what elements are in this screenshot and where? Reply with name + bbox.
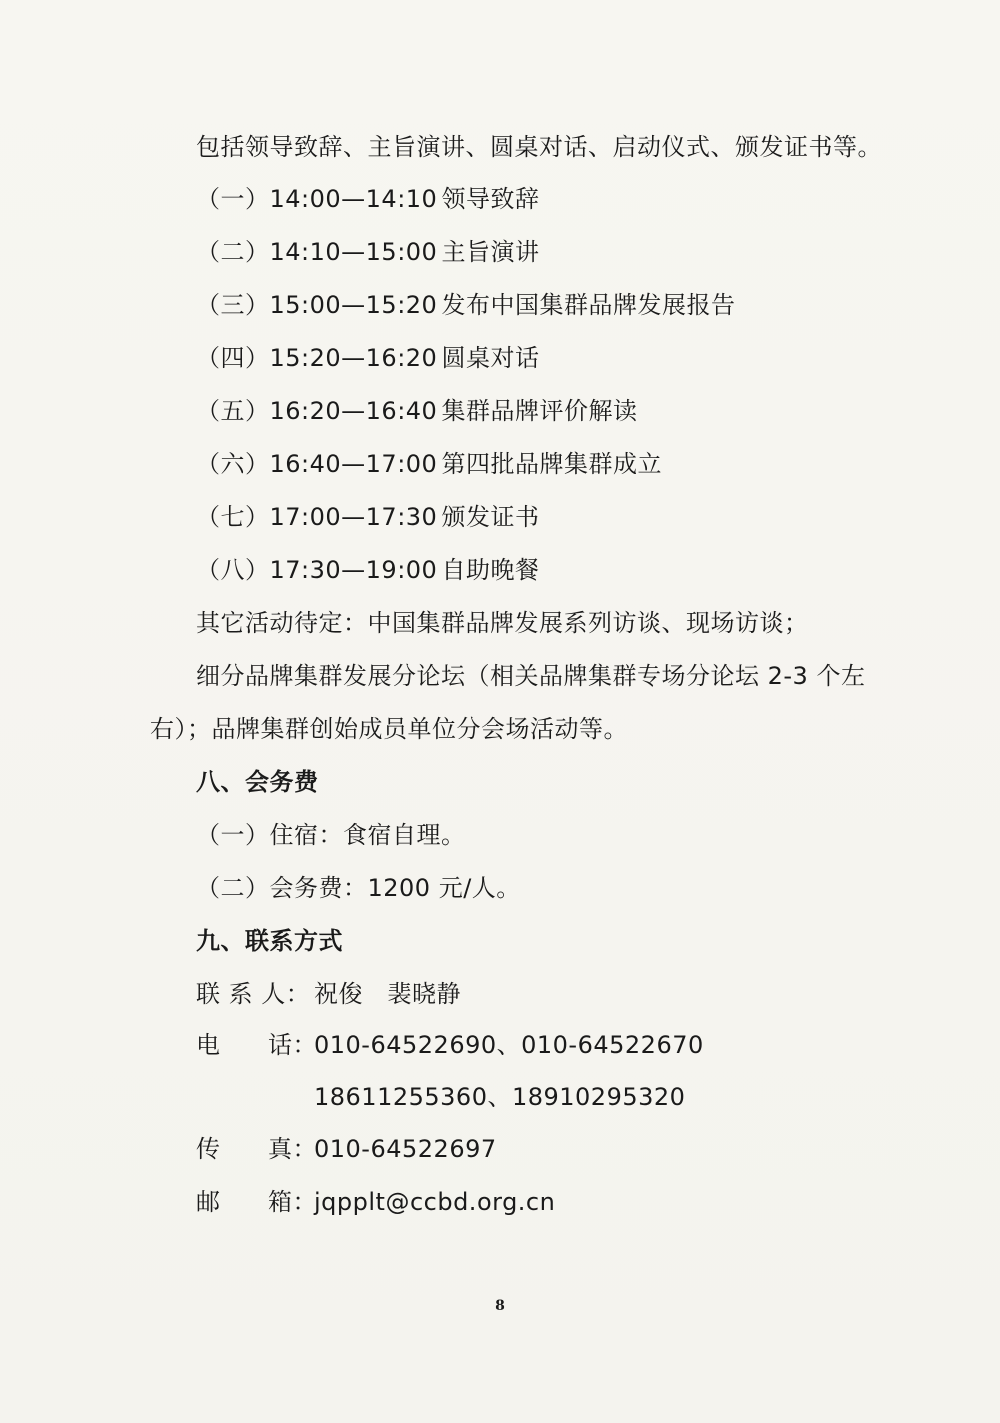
schedule-number: （八） <box>196 556 270 584</box>
schedule-item: 颁发证书 <box>441 503 540 531</box>
schedule-number: （二） <box>196 238 270 266</box>
schedule-item: 发布中国集群品牌发展报告 <box>441 291 736 319</box>
schedule-row <box>196 554 540 586</box>
phone-value: 010-64522690、010-64522670 <box>314 1031 704 1059</box>
email-label-2: 箱： <box>268 1188 317 1216</box>
fees-lodging: （一）住宿：食宿自理。 <box>196 821 466 849</box>
schedule-time: 14:10—15:00 <box>269 238 438 266</box>
schedule-number: （五） <box>196 397 270 425</box>
fax-value: 010-64522697 <box>314 1135 497 1163</box>
schedule-item: 自助晚餐 <box>441 556 540 584</box>
schedule-item: 领导致辞 <box>441 185 540 213</box>
schedule-item: 主旨演讲 <box>441 238 540 266</box>
email-value: jqpplt@ccbd.org.cn <box>314 1188 556 1216</box>
schedule-item: 第四批品牌集群成立 <box>441 450 662 478</box>
schedule-row <box>196 236 540 268</box>
schedule-time: 14:00—14:10 <box>269 185 438 213</box>
schedule-number: （四） <box>196 344 270 372</box>
other-activities-line: 细分品牌集群发展分论坛（相关品牌集群专场分论坛 2-3 个左 <box>196 662 866 690</box>
page-number: 8 <box>495 1298 505 1314</box>
contact-person-value: 祝俊 裴晓静 <box>314 980 461 1008</box>
schedule-time: 15:00—15:20 <box>269 291 438 319</box>
email-label-1: 邮 <box>196 1188 221 1216</box>
schedule-time: 16:20—16:40 <box>269 397 438 425</box>
schedule-number: （三） <box>196 291 270 319</box>
schedule-row <box>196 289 736 321</box>
phone-label-2: 话： <box>268 1031 317 1059</box>
schedule-time: 17:00—17:30 <box>269 503 438 531</box>
fax-label-2: 真： <box>268 1135 317 1163</box>
schedule-item: 圆桌对话 <box>441 344 540 372</box>
schedule-row <box>196 183 540 215</box>
other-activities-line: 其它活动待定：中国集群品牌发展系列访谈、现场访谈； <box>196 609 809 637</box>
section-heading-contact: 九、联系方式 <box>196 927 343 955</box>
contact-person-row <box>196 978 461 1010</box>
contact-person-label: 联 系 人： <box>196 980 311 1008</box>
schedule-row <box>196 501 540 533</box>
intro-line: 包括领导致辞、主旨演讲、圆桌对话、启动仪式、颁发证书等。 <box>196 133 882 161</box>
schedule-item: 集群品牌评价解读 <box>441 397 638 425</box>
schedule-number: （六） <box>196 450 270 478</box>
fees-conference: （二）会务费：1200 元/人。 <box>196 874 521 902</box>
fax-label-1: 传 <box>196 1135 221 1163</box>
schedule-row <box>196 448 662 480</box>
other-activities-line: 右）；品牌集群创始成员单位分会场活动等。 <box>150 715 628 743</box>
schedule-time: 15:20—16:20 <box>269 344 438 372</box>
email-row <box>196 1186 555 1218</box>
fax-row <box>196 1133 497 1165</box>
schedule-number: （七） <box>196 503 270 531</box>
phone-label-1: 电 <box>196 1031 221 1059</box>
schedule-time: 16:40—17:00 <box>269 450 438 478</box>
schedule-time: 17:30—19:00 <box>269 556 438 584</box>
schedule-row <box>196 395 638 427</box>
phone-row <box>196 1029 704 1061</box>
schedule-row <box>196 342 540 374</box>
schedule-number: （一） <box>196 185 270 213</box>
section-heading-fees: 八、会务费 <box>196 768 319 796</box>
phone-row-2: 18611255360、18910295320 <box>314 1083 686 1111</box>
